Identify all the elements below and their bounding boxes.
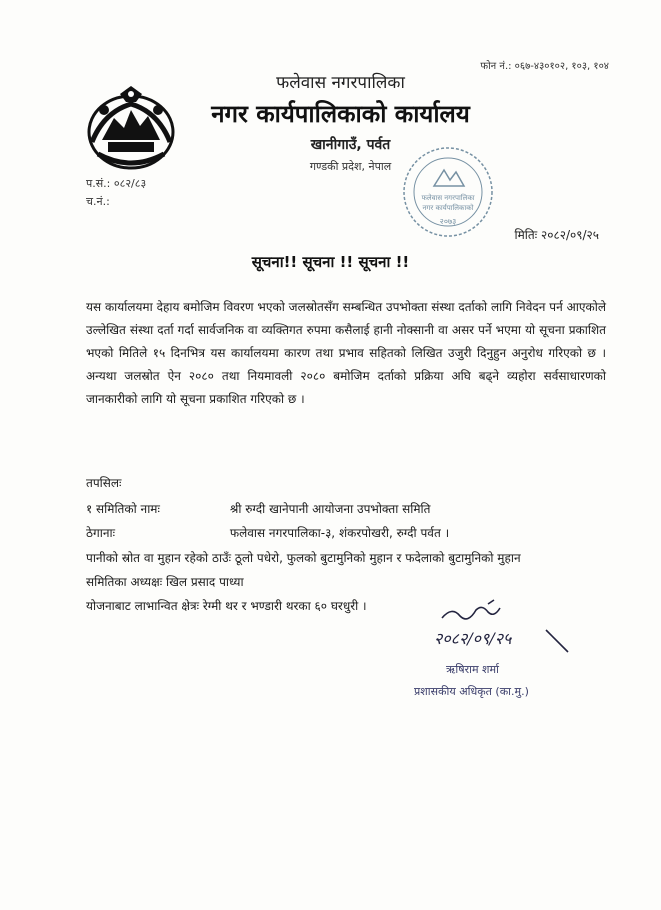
committee-label: १ समितिको नामः bbox=[86, 502, 160, 516]
signer-name: ऋषिराम शर्मा bbox=[446, 663, 499, 676]
notice-title: सूचना!! सूचना !! सूचना !! bbox=[251, 253, 410, 271]
water-source-row: पानीको स्रोत वा मुहान रहेको ठाउँः ठूलो पधेरो, फुलको बुटामुनिको मुहान र फदेलाको बुटामुनिको मुहान bbox=[86, 551, 521, 565]
signer-title: प्रशासकीय अधिकृत (का.मु.) bbox=[414, 685, 529, 698]
notice-body: यस कार्यालयमा देहाय बमोजिम विवरण भएको जलस्रोतसँग सम्बन्धित उपभोक्ता संस्था दर्ताको लागि निवेदन पर्न आएकोले उल्लेखित संस्था दर्ता गर्दा सार्वजनिक वा व्यक्तिगत रुपमा कसैलाई हानी नोक्सानी वा असर पर्ने भएमा यो सूचना प्रकाशित भएको मितिले १५ दिनभित्र यस कार्यालयमा कारण तथा प्रभाव सहितको लिखित उजुरी दिनुहुन अनुरोध गरिएको छ । अन्यथा जलस्रोत ऐन २०८० तथा नियमावली २०८० बमोजिम दर्ताको प्रक्रिया अघि बढ्ने व्यहोरा सर्वसाधारणको जानकारीको लागि यो सूचना प्रकाशित गरिएको छ । bbox=[86, 300, 606, 406]
details-heading: तपसिलः bbox=[86, 476, 122, 490]
seal-text-3: २०७३ bbox=[439, 217, 457, 226]
committee-value: श्री रुग्दी खानेपानी आयोजना उपभोक्ता समिति bbox=[229, 502, 431, 516]
municipality-name: फलेवास नगरपालिका bbox=[276, 73, 405, 93]
phone-number: फोन नं.: ०६७-४३०१०२, १०३, १०४ bbox=[480, 61, 609, 72]
address-value: फलेवास नगरपालिका-३, शंकरपोखरी, रुग्दी पर्वत । bbox=[229, 526, 450, 540]
office-name: नगर कार्यपालिकाको कार्यालय bbox=[211, 100, 470, 128]
handwritten-signature bbox=[428, 596, 578, 658]
seal-text-1: फलेवास नगरपालिका bbox=[421, 194, 475, 202]
dispatch-number: च.नं.: bbox=[86, 195, 110, 208]
office-location: खानीगाउँ, पर्वत bbox=[310, 137, 391, 153]
office-seal-stamp bbox=[400, 140, 496, 244]
reference-number: प.सं.: ०८२/८३ bbox=[86, 177, 147, 190]
letter-date: मितिः २०८२/०९/२५ bbox=[514, 228, 599, 242]
committee-row bbox=[86, 500, 430, 517]
seal-text-2: नगर कार्यपालिकाको bbox=[422, 204, 474, 212]
address-label: ठेगानाः bbox=[86, 526, 116, 540]
signature-date: २०८२/०९/२५ bbox=[434, 629, 512, 648]
chairperson-row: समितिका अध्यक्षः खिल प्रसाद पाध्या bbox=[86, 575, 244, 589]
address-row bbox=[86, 524, 449, 541]
beneficiaries-row: योजनाबाट लाभान्वित क्षेत्रः रेग्मी थर र भण्डारी थरका ६० घरधुरी । bbox=[86, 599, 367, 613]
province-country: गण्डकी प्रदेश, नेपाल bbox=[309, 160, 392, 173]
